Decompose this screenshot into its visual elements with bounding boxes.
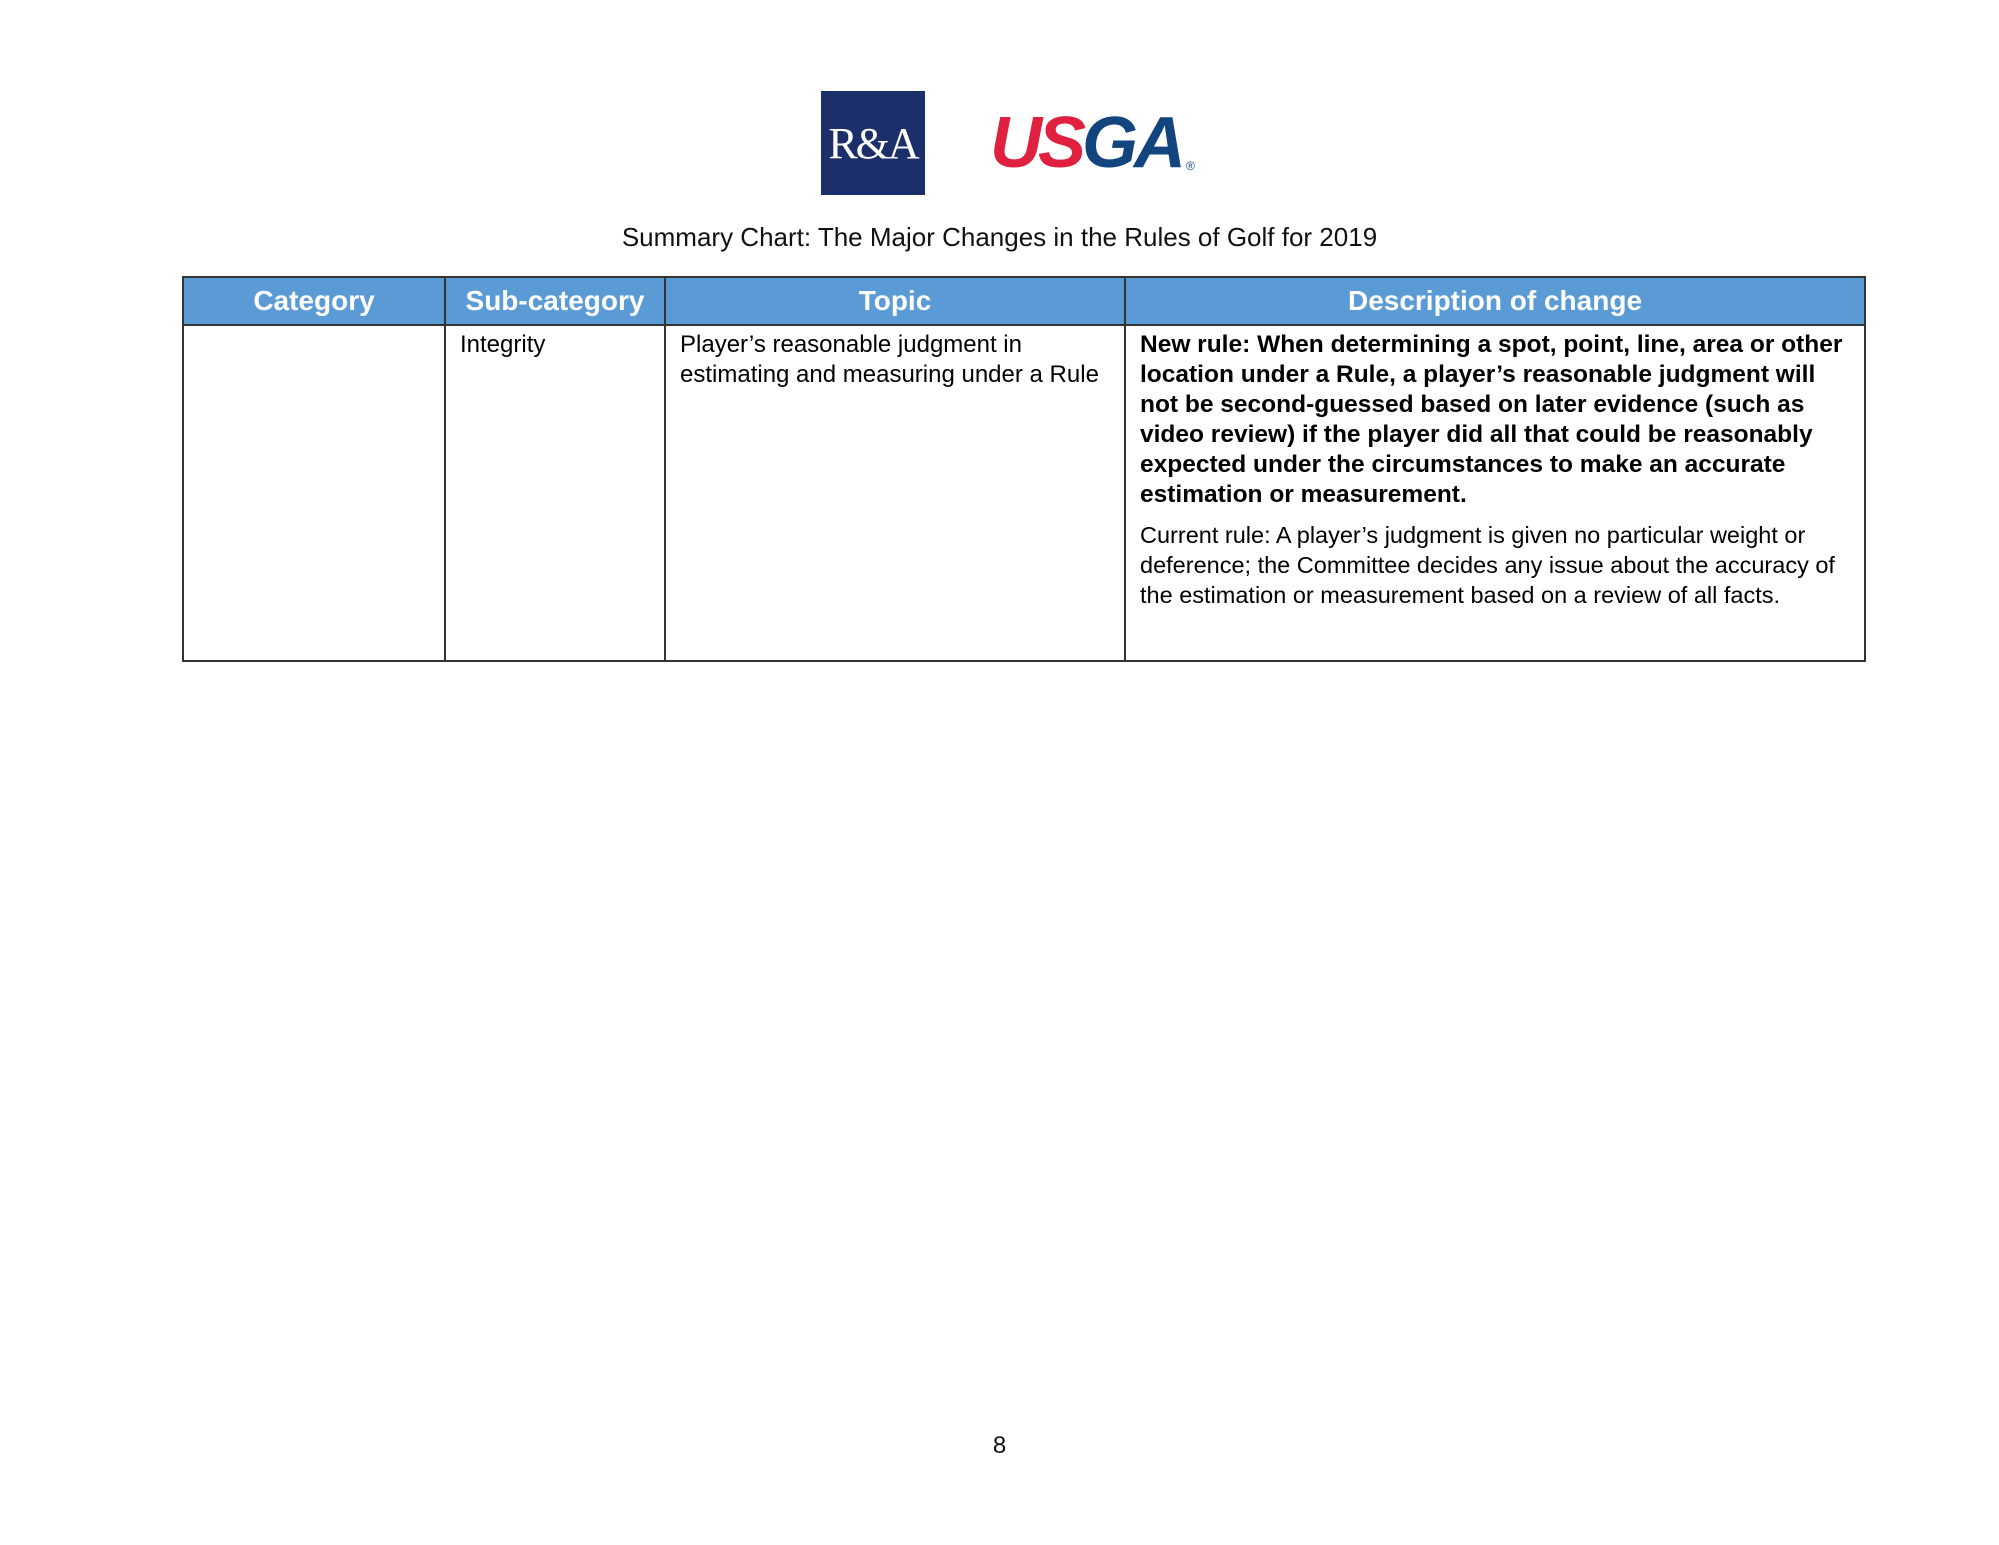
table-row bbox=[183, 325, 1865, 661]
current-rule-text: Current rule: A player’s judgment is given no particular weight or deference; the Committee decides any issue about the accuracy of the estimation or measurement based on a review of all facts. bbox=[1140, 522, 1835, 608]
table-header-row bbox=[183, 277, 1865, 325]
ra-logo bbox=[821, 91, 925, 195]
header-topic: Topic bbox=[665, 277, 1125, 325]
cell-description bbox=[1125, 325, 1865, 661]
header-category: Category bbox=[183, 277, 445, 325]
header-description: Description of change bbox=[1125, 277, 1865, 325]
header-subcategory: Sub-category bbox=[445, 277, 665, 325]
page-title: Summary Chart: The Major Changes in the Rules of Golf for 2019 bbox=[621, 222, 1378, 252]
usga-logo-us: US bbox=[990, 103, 1083, 183]
cell-topic: Player’s reasonable judgment in estimating and measuring under a Rule bbox=[665, 325, 1125, 661]
cell-category bbox=[183, 325, 445, 661]
ra-logo-text: R&A bbox=[828, 118, 918, 168]
usga-logo bbox=[990, 103, 1195, 183]
cell-subcategory: Integrity bbox=[445, 325, 665, 661]
usga-logo-ga: GA bbox=[1082, 103, 1183, 183]
usga-registered-mark: ® bbox=[1186, 159, 1195, 173]
summary-table bbox=[182, 276, 1866, 662]
new-rule-text: New rule: When determining a spot, point, line, area or other location under a Rule, a player’s reasonable judgment will not be second-guessed based on later evidence (such as video review) if the player did all that could be reasonably expected under the circumstances to make an accurate estimation or measurement. bbox=[1140, 331, 1843, 508]
page-number: 8 bbox=[992, 1432, 1007, 1459]
